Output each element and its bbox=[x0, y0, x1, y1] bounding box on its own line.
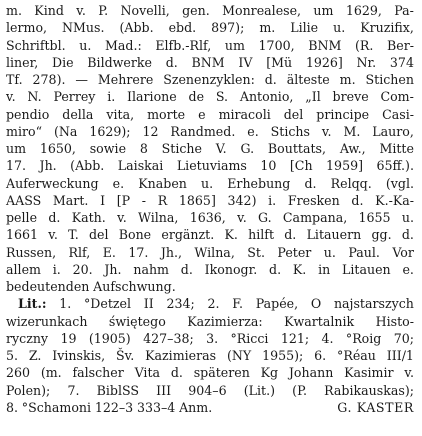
word: vita, bbox=[106, 106, 135, 122]
word: BNM bbox=[191, 54, 225, 70]
word: i. bbox=[268, 192, 277, 208]
word: 1629); bbox=[89, 123, 131, 139]
text-line bbox=[6, 106, 414, 123]
word: i. bbox=[107, 89, 116, 105]
word: d. bbox=[170, 365, 183, 381]
word: Lauro, bbox=[372, 123, 414, 139]
text-line bbox=[6, 313, 414, 330]
word: 7. bbox=[67, 382, 80, 398]
word: nahm bbox=[133, 261, 170, 277]
word: °Detzel bbox=[84, 296, 132, 312]
word: Casi- bbox=[382, 106, 414, 122]
word: 260 bbox=[6, 365, 31, 381]
word: °Schamoni bbox=[21, 399, 92, 415]
word: Die bbox=[51, 54, 74, 70]
word: Papée, bbox=[255, 296, 299, 312]
word: 427–38; bbox=[143, 330, 194, 346]
text-line bbox=[6, 364, 414, 381]
word: Laiskai bbox=[117, 158, 164, 174]
word: Wilna, bbox=[194, 244, 235, 260]
text-line bbox=[6, 399, 414, 416]
text-line bbox=[6, 278, 414, 295]
text-line bbox=[6, 175, 414, 192]
word: 1. bbox=[59, 296, 72, 312]
word: morte bbox=[147, 106, 186, 122]
word: (Abb. bbox=[119, 20, 154, 36]
word: „Il bbox=[305, 89, 321, 105]
word: (vgl. bbox=[385, 175, 414, 191]
word: u. bbox=[333, 20, 346, 36]
word: Bone bbox=[118, 227, 152, 243]
word: pendio bbox=[6, 106, 50, 122]
text-line bbox=[6, 244, 414, 261]
word: I bbox=[100, 192, 106, 208]
word: in bbox=[318, 261, 331, 277]
word: 8. bbox=[6, 399, 19, 415]
word: - bbox=[141, 192, 147, 208]
word: d. bbox=[165, 54, 178, 70]
word: 121; bbox=[280, 330, 310, 346]
word: Johann bbox=[288, 365, 334, 381]
word: R bbox=[157, 192, 168, 208]
word: miracoli bbox=[218, 106, 271, 122]
text-line bbox=[6, 88, 414, 105]
word: 1661 bbox=[6, 227, 39, 243]
word: u. bbox=[201, 175, 214, 191]
word: Anm. bbox=[179, 399, 213, 415]
word: späteren bbox=[193, 365, 250, 381]
word: Lit.: bbox=[18, 296, 47, 312]
word: v. bbox=[6, 89, 16, 105]
word: świętego bbox=[108, 313, 166, 329]
word: gen. bbox=[182, 3, 210, 18]
word: 1959] bbox=[326, 158, 364, 174]
word: Pa- bbox=[394, 3, 414, 18]
word: d. bbox=[180, 261, 193, 277]
word: m. bbox=[259, 20, 276, 36]
word: Aw., bbox=[339, 141, 366, 156]
word: BiblSS bbox=[96, 382, 140, 398]
word: hilft bbox=[248, 227, 275, 243]
word: °Réau bbox=[337, 348, 376, 363]
word: Ilarione bbox=[127, 89, 177, 105]
text-line bbox=[6, 226, 414, 243]
word: (1905) bbox=[88, 330, 131, 346]
word: 1629, bbox=[345, 3, 382, 18]
word: Lietuviams bbox=[176, 158, 247, 174]
word: 4. bbox=[321, 330, 334, 346]
word: de bbox=[188, 89, 205, 105]
word: K. bbox=[224, 227, 238, 243]
word: Vor bbox=[392, 244, 414, 260]
text-line bbox=[6, 382, 414, 399]
text-line bbox=[6, 209, 414, 226]
text-line bbox=[6, 54, 414, 71]
word: V. bbox=[215, 141, 227, 156]
word: u. bbox=[79, 37, 92, 53]
word: N. bbox=[27, 89, 42, 105]
word: 374 bbox=[389, 54, 414, 70]
word: pelle bbox=[6, 210, 38, 225]
word: 10 bbox=[260, 158, 277, 174]
word: ebd. bbox=[168, 20, 197, 36]
word: Tf. bbox=[6, 72, 23, 87]
word: (Na bbox=[53, 123, 78, 139]
lexicon-article bbox=[6, 2, 414, 416]
word: lermo, bbox=[6, 20, 48, 36]
word: 8 bbox=[139, 141, 148, 156]
word: allem bbox=[6, 261, 41, 277]
word: 5. bbox=[6, 348, 19, 363]
word: (m. bbox=[40, 365, 62, 381]
text-line bbox=[6, 330, 414, 347]
word: G. bbox=[240, 141, 255, 156]
word: Bildwerke bbox=[87, 54, 152, 70]
word: Paul. bbox=[348, 244, 380, 260]
word: u. bbox=[401, 210, 414, 225]
word: M. bbox=[343, 123, 361, 139]
word: Auferweckung bbox=[6, 175, 99, 191]
word: Wilna, bbox=[138, 210, 179, 225]
word: Mitte bbox=[379, 141, 414, 156]
word: 904–6 bbox=[188, 382, 227, 398]
word: Randmed. bbox=[170, 123, 236, 139]
word: Jh. bbox=[39, 158, 57, 174]
word: III/1 bbox=[386, 348, 414, 363]
word: Ber- bbox=[387, 37, 414, 53]
word: falscher bbox=[72, 365, 124, 381]
word: 1650, bbox=[39, 141, 76, 156]
word: °Ricci bbox=[230, 330, 269, 346]
word: 3. bbox=[206, 330, 219, 346]
word: um bbox=[6, 141, 27, 156]
word: S. bbox=[215, 89, 229, 105]
word: najstarszych bbox=[333, 296, 414, 312]
word: Stichs bbox=[270, 123, 310, 139]
text-line bbox=[6, 140, 414, 157]
word: G. bbox=[258, 210, 272, 225]
word: i. bbox=[52, 261, 61, 277]
word: (P. bbox=[292, 382, 308, 398]
word: v. bbox=[76, 3, 86, 18]
word: (Lit.) bbox=[243, 382, 276, 398]
word: Kazimieras bbox=[145, 348, 217, 363]
word: bedeutenden bbox=[6, 279, 90, 294]
word: [Mü bbox=[266, 54, 293, 70]
word: III bbox=[156, 382, 172, 398]
word: Peter bbox=[277, 244, 312, 260]
word: e. bbox=[247, 123, 259, 139]
word: ryczny bbox=[6, 330, 49, 346]
word: 122–3 bbox=[94, 399, 134, 415]
word: 6. bbox=[314, 348, 327, 363]
word: v. bbox=[321, 123, 332, 139]
word: Mart. bbox=[52, 192, 89, 208]
text-line bbox=[6, 157, 414, 174]
word: Stiche bbox=[161, 141, 202, 156]
word: Erhebung bbox=[227, 175, 291, 191]
word: Kg bbox=[260, 365, 279, 381]
word: wizerunkach bbox=[6, 313, 88, 329]
article-body bbox=[6, 2, 414, 295]
word: Knaben bbox=[138, 175, 187, 191]
word: [P bbox=[116, 192, 131, 208]
word: Rlf, bbox=[68, 244, 91, 260]
word: 20. bbox=[72, 261, 93, 277]
word: Polen); bbox=[6, 382, 51, 398]
word: Jh. bbox=[104, 261, 122, 277]
word: Kazimierza: bbox=[187, 313, 263, 329]
word: Histo- bbox=[375, 313, 414, 329]
word: P. bbox=[98, 3, 109, 18]
word: F. bbox=[232, 296, 244, 312]
word: (Abb. bbox=[70, 158, 105, 174]
word: T. bbox=[68, 227, 79, 243]
bibliography bbox=[6, 295, 414, 416]
word: e bbox=[198, 106, 206, 122]
text-line bbox=[6, 123, 414, 140]
word: Elfb.-Rlf, bbox=[155, 37, 212, 53]
word: Fresken bbox=[287, 192, 340, 208]
word: 1655 bbox=[358, 210, 391, 225]
word: Antonio, bbox=[239, 89, 294, 105]
word: Relqq. bbox=[330, 175, 372, 191]
word: sowie bbox=[89, 141, 127, 156]
word: u. bbox=[323, 244, 336, 260]
word: 1636, bbox=[189, 210, 226, 225]
word: v. bbox=[48, 227, 58, 243]
word: 1926] bbox=[305, 54, 343, 70]
word: d. bbox=[304, 175, 317, 191]
word: 1955); bbox=[262, 348, 304, 363]
word: Jh., bbox=[160, 244, 182, 260]
word: 342) bbox=[227, 192, 257, 208]
word: Russen, bbox=[6, 244, 57, 260]
word: 19 bbox=[60, 330, 77, 346]
text-line bbox=[6, 347, 414, 364]
word: Rabikauskas); bbox=[324, 382, 414, 398]
word: BNM bbox=[308, 37, 342, 53]
word: m. bbox=[6, 3, 22, 18]
word: E. bbox=[102, 244, 116, 260]
word: Mehrere bbox=[97, 72, 154, 87]
word: Nr. bbox=[356, 54, 377, 70]
word: um bbox=[313, 3, 334, 18]
word: älteste bbox=[286, 72, 330, 87]
word: Kruzifix, bbox=[360, 20, 414, 36]
word: del bbox=[283, 106, 304, 122]
word: Novelli, bbox=[120, 3, 170, 18]
word: 12 bbox=[142, 123, 159, 139]
word: d. bbox=[264, 72, 277, 87]
word: Schriftbl. bbox=[6, 37, 66, 53]
word: 17. bbox=[6, 158, 27, 174]
word: ergänzt. bbox=[161, 227, 215, 243]
word: um bbox=[224, 37, 245, 53]
word: 1700, bbox=[258, 37, 295, 53]
word: Szenenzyklen: bbox=[163, 72, 255, 87]
word: Vita bbox=[134, 365, 161, 381]
word: Ivinskis, bbox=[52, 348, 106, 363]
word: v. bbox=[404, 365, 414, 381]
word: 2. bbox=[207, 296, 220, 312]
word: Lilie bbox=[290, 20, 319, 36]
word: Kath. bbox=[71, 210, 106, 225]
word: — bbox=[75, 72, 88, 87]
word: d. bbox=[401, 227, 414, 243]
word: della bbox=[62, 106, 94, 122]
word: Litauen bbox=[342, 261, 391, 277]
word: gg. bbox=[371, 227, 392, 243]
word: Aufschwung. bbox=[93, 279, 176, 294]
word: 234; bbox=[166, 296, 195, 312]
word: O bbox=[310, 296, 322, 312]
text-line bbox=[6, 2, 414, 19]
word: breve bbox=[332, 89, 369, 105]
word: v. bbox=[237, 210, 247, 225]
word: 17. bbox=[128, 244, 149, 260]
word: Šv. bbox=[115, 348, 135, 363]
text-line bbox=[6, 37, 414, 54]
word: St. bbox=[247, 244, 265, 260]
word: liner, bbox=[6, 54, 39, 70]
word: [Ch bbox=[289, 158, 313, 174]
word: Litauern bbox=[306, 227, 362, 243]
word: Mad.: bbox=[105, 37, 142, 53]
word: (R. bbox=[355, 37, 374, 53]
word: e. bbox=[112, 175, 125, 191]
text-line bbox=[6, 71, 414, 88]
word: 65ff.). bbox=[376, 158, 414, 174]
word: 1865] bbox=[178, 192, 216, 208]
word: del bbox=[88, 227, 109, 243]
word: miro“ bbox=[6, 123, 43, 139]
word: IV bbox=[238, 54, 253, 70]
word: d. bbox=[48, 210, 61, 225]
word: 897); bbox=[211, 20, 245, 36]
word: d. bbox=[351, 192, 364, 208]
word: II bbox=[143, 296, 154, 312]
word: Ikonogr. bbox=[204, 261, 258, 277]
word: AASS bbox=[6, 192, 42, 208]
word: Kind bbox=[34, 3, 64, 18]
word: K. bbox=[292, 261, 307, 277]
text-line bbox=[6, 261, 414, 278]
word: °Roig bbox=[345, 330, 382, 346]
word: 278). bbox=[32, 72, 66, 87]
text-line bbox=[6, 192, 414, 209]
word: K.-Ka- bbox=[375, 192, 414, 208]
word: d. bbox=[269, 261, 282, 277]
word: Campana, bbox=[282, 210, 348, 225]
word: Stichen bbox=[365, 72, 414, 87]
word: principe bbox=[316, 106, 370, 122]
word: 70; bbox=[393, 330, 414, 346]
word: m. bbox=[339, 72, 356, 87]
word: Kwartalnik bbox=[284, 313, 355, 329]
text-line bbox=[6, 295, 414, 312]
word: Bouttats, bbox=[267, 141, 327, 156]
word: Monrealese, bbox=[222, 3, 302, 18]
word: Z. bbox=[28, 348, 42, 363]
word: v. bbox=[117, 210, 127, 225]
word: Com- bbox=[380, 89, 414, 105]
author-signature: G. KASTER bbox=[337, 399, 414, 415]
word: 333–4 bbox=[136, 399, 176, 415]
word: d. bbox=[284, 227, 297, 243]
word: Kasimir bbox=[344, 365, 394, 381]
text-line bbox=[6, 19, 414, 36]
word: e. bbox=[402, 261, 414, 277]
word: NMus. bbox=[62, 20, 105, 36]
word: Perrey bbox=[53, 89, 96, 105]
word: (NY bbox=[226, 348, 252, 363]
